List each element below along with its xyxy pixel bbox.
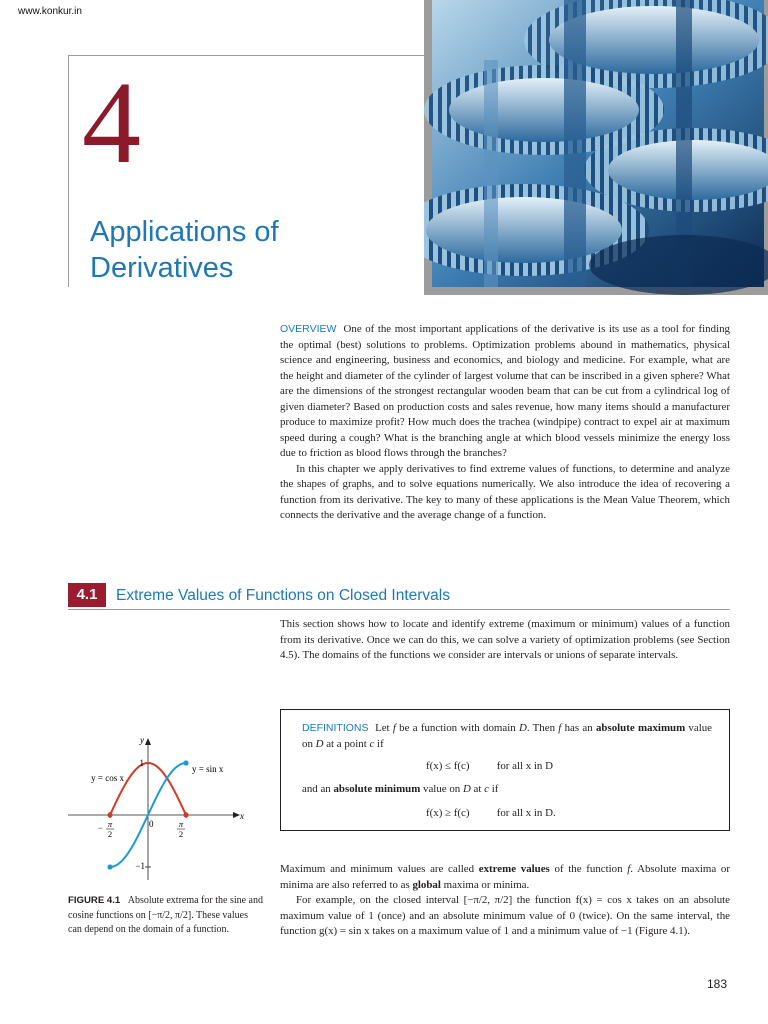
bold-extreme-values: extreme values [478, 863, 550, 875]
sin-endpoint-right [183, 760, 188, 765]
neg-pi-denominator: 2 [107, 829, 113, 839]
body-text-run: of the function [549, 863, 628, 875]
def-text: and an [302, 783, 334, 795]
y-axis-label: y [140, 735, 144, 745]
body-para1 [280, 862, 730, 893]
body-text [280, 862, 730, 940]
neg-pi-numerator: π [107, 819, 113, 829]
figure-caption-label: FIGURE 4.1 [68, 895, 121, 906]
definition-label: DEFINITIONS [302, 722, 369, 734]
def-bold-absolute-maximum: absolute maximum [595, 722, 686, 734]
body-para2: For example, on the closed interval [−π/2, π/2] the function f(x) = cos x takes on an absolute maximum value of 1 (once) and an absolute minimum value of 0 (twice). On the same interval, the function g(x) = sin x takes on a maximum value of 1 and a minimum value of −1 (Figure 4.1). [280, 894, 730, 937]
def-var-c: c [369, 738, 375, 750]
body-text-run: . Absolute maxima or minima are also referred to as [280, 863, 730, 891]
definition-formula-min: f(x) ≥ f(c) for all x in D. [426, 807, 556, 819]
def-text: if [488, 783, 499, 795]
overview-para1 [280, 322, 730, 462]
def-text: . Then [526, 722, 559, 734]
def-var-D: D [462, 783, 471, 795]
chapter-title-line1: Applications of [90, 216, 279, 248]
def-text: at [470, 783, 485, 795]
chapter-number: 4 [82, 57, 141, 188]
def-var-f: f [392, 722, 396, 734]
overview-label: OVERVIEW [280, 323, 337, 335]
def-text: if [374, 738, 384, 750]
section-number: 4.1 [68, 583, 106, 607]
def-text: at a point [323, 738, 370, 750]
overview [280, 322, 730, 524]
cos-endpoint-left [107, 812, 112, 817]
figure-caption-text: Absolute extrema for the sine and cosine functions on [−π/2, π/2]. These values can depend on the domain of a function. [68, 895, 263, 935]
page-number: 183 [707, 977, 728, 991]
def-text: has an [561, 722, 596, 734]
def-text: value on [420, 783, 463, 795]
overview-para1-text: One of the most important applications of the derivative is its use as a tool for finding the optimal (best) solutions to problems. Optimization problems abound in mathematics, physical science and engineering, business and economics, and biology and medicine. For example, what are the height and diameter of the cylinder of largest volume that can be inscribed in a given sphere? What are the dimensions of the strongest rectangular wooden beam that can be cut from a cylindrical log of given diameter? Based on production costs and sales revenue, how many items should a manufacturer produce to maximize profit? How much does the trachea (windpipe) contract to expel air at maximum speed during a cough? What is the branching angle at which blood vessels minimize the energy loss due to friction as blood flows through the branches? [280, 323, 730, 459]
section-rule [68, 609, 730, 610]
section-intro: This section shows how to locate and identify extreme (maximum or minimum) values of a function from its derivative. Once we can do this, we can solve a variety of optimization problems (see Section 4.5). The domains of the functions we consider are intervals or unions of separate intervals. [280, 618, 730, 661]
x-axis-label: x [240, 811, 244, 821]
pi-numerator: π [178, 819, 184, 829]
x-axis-arrow [233, 812, 240, 818]
def-var-f: f [558, 722, 562, 734]
gears-photo [424, 0, 768, 295]
sin-endpoint-left [107, 864, 112, 869]
def-text: Let [375, 722, 393, 734]
section-title: Extreme Values of Functions on Closed Intervals [116, 587, 450, 604]
chapter-title-line2: Derivatives [90, 252, 234, 284]
y-axis-arrow [145, 738, 151, 745]
def-var-c: c [484, 783, 489, 795]
site-url[interactable]: www.konkur.in [18, 6, 82, 17]
def-bold-absolute-minimum: absolute minimum [333, 783, 421, 795]
cos-endpoint-right [183, 812, 188, 817]
definition-box [280, 709, 730, 831]
body-text-run: Maximum and minimum values are called [280, 863, 479, 875]
chapter-title [90, 214, 410, 286]
body-var-f: f [627, 863, 631, 875]
overview-para2: In this chapter we apply derivatives to find extreme values of functions, to determine and analyze the shapes of graphs, and to solve equations numerically. We also introduce the idea of recovering a function from its derivative. The key to many of these applications is the Mean Value Theorem, which connects the derivative and the average change of a function. [280, 462, 730, 521]
y-tick-label-minus-1: −1 [135, 861, 145, 871]
def-var-D: D [315, 738, 324, 750]
definition-min-statement [302, 783, 498, 795]
sin-curve-label: y = sin x [192, 764, 224, 774]
figure-caption [68, 894, 263, 938]
def-text: value on [302, 722, 713, 750]
def-var-D: D [518, 722, 527, 734]
def-text: be a function with domain [395, 722, 519, 734]
definition-formula-max: f(x) ≤ f(c) for all x in D [426, 760, 553, 772]
neg-sign: − [97, 823, 103, 833]
body-text-run: maxima or minima. [440, 878, 530, 891]
cos-curve-label: y = cos x [91, 773, 124, 783]
definition-statement [302, 720, 712, 752]
figure-4-1-graph [58, 730, 258, 890]
origin-label: 0 [149, 819, 154, 829]
bold-global: global [412, 878, 441, 891]
chapter-frame-top-rule [68, 55, 430, 56]
chapter-frame-left-rule [68, 55, 69, 287]
pi-denominator: 2 [178, 829, 184, 839]
y-tick-label-1: 1 [139, 758, 144, 768]
